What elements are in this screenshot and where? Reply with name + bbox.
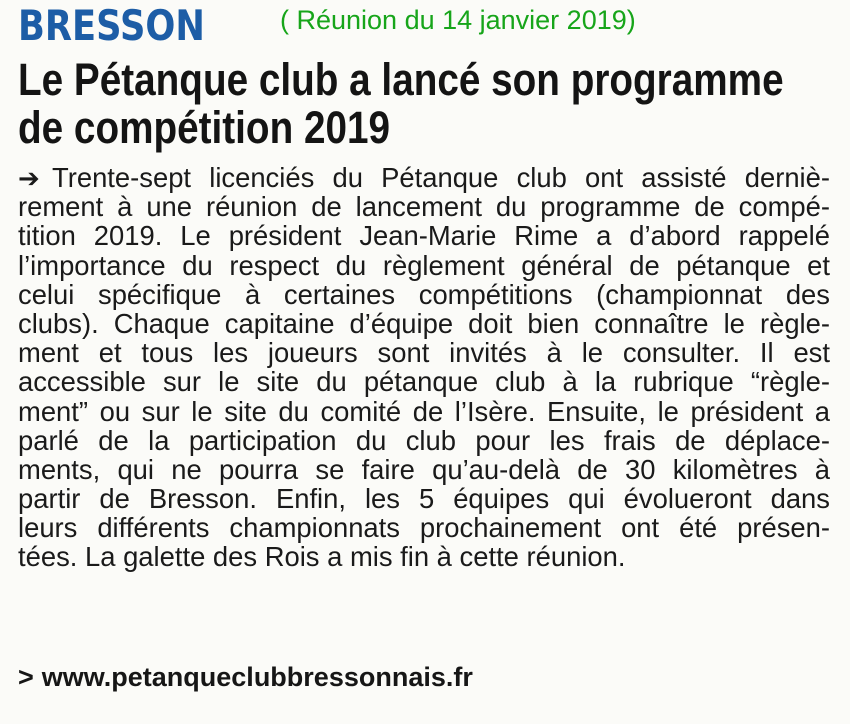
- website-url[interactable]: www.petanqueclubbressonnais.fr: [41, 662, 473, 692]
- body-line: ment et tous les joueurs sont invités à le consulter. Il est: [18, 337, 830, 369]
- body-line: tition 2019. Le président Jean-Marie Rime a d’abord rappelé: [18, 220, 830, 252]
- body-line: accessible sur le site du pétanque club à la rubrique “règle-: [18, 366, 830, 398]
- body-line: parlé de la participation du club pour les frais de déplace-: [18, 424, 830, 456]
- town-name: BRESSON: [18, 1, 205, 50]
- body-line: ➔ Trente-sept licenciés du Pétanque club ont assisté derniè-: [18, 162, 830, 193]
- article-body: [18, 163, 830, 572]
- body-line: partir de Bresson. Enfin, les 5 équipes qui évolueront dans: [18, 483, 830, 515]
- body-line: clubs). Chaque capitaine d’équipe doit bien connaître le règle-: [18, 307, 830, 339]
- body-line: l’importance du respect du règlement général de pétanque et: [18, 249, 830, 281]
- body-line: tées. La galette des Rois a mis fin à cette réunion.: [18, 541, 626, 573]
- headline-line: de compétition 2019: [18, 102, 391, 153]
- headline-line: Le Pétanque club a lancé son programme: [18, 54, 784, 105]
- arrow-right-icon: ➔: [18, 163, 40, 193]
- body-line: ments, qui ne pourra se faire qu’au-delà de 30 kilomètres à: [18, 453, 830, 485]
- website-link[interactable]: [18, 664, 473, 691]
- body-line: celui spécifique à certaines compétitions (championnat des: [18, 278, 830, 310]
- headline: [18, 56, 844, 152]
- meeting-date-note: ( Réunion du 14 janvier 2019): [280, 5, 636, 35]
- body-line: leurs différents championnats prochainement ont été présen-: [18, 512, 830, 544]
- website-prefix: >: [18, 662, 34, 692]
- body-line: ment” ou sur le site du comité de l’Isère. Ensuite, le président a: [18, 395, 830, 427]
- body-line: rement à une réunion de lancement du programme de compé-: [18, 191, 830, 223]
